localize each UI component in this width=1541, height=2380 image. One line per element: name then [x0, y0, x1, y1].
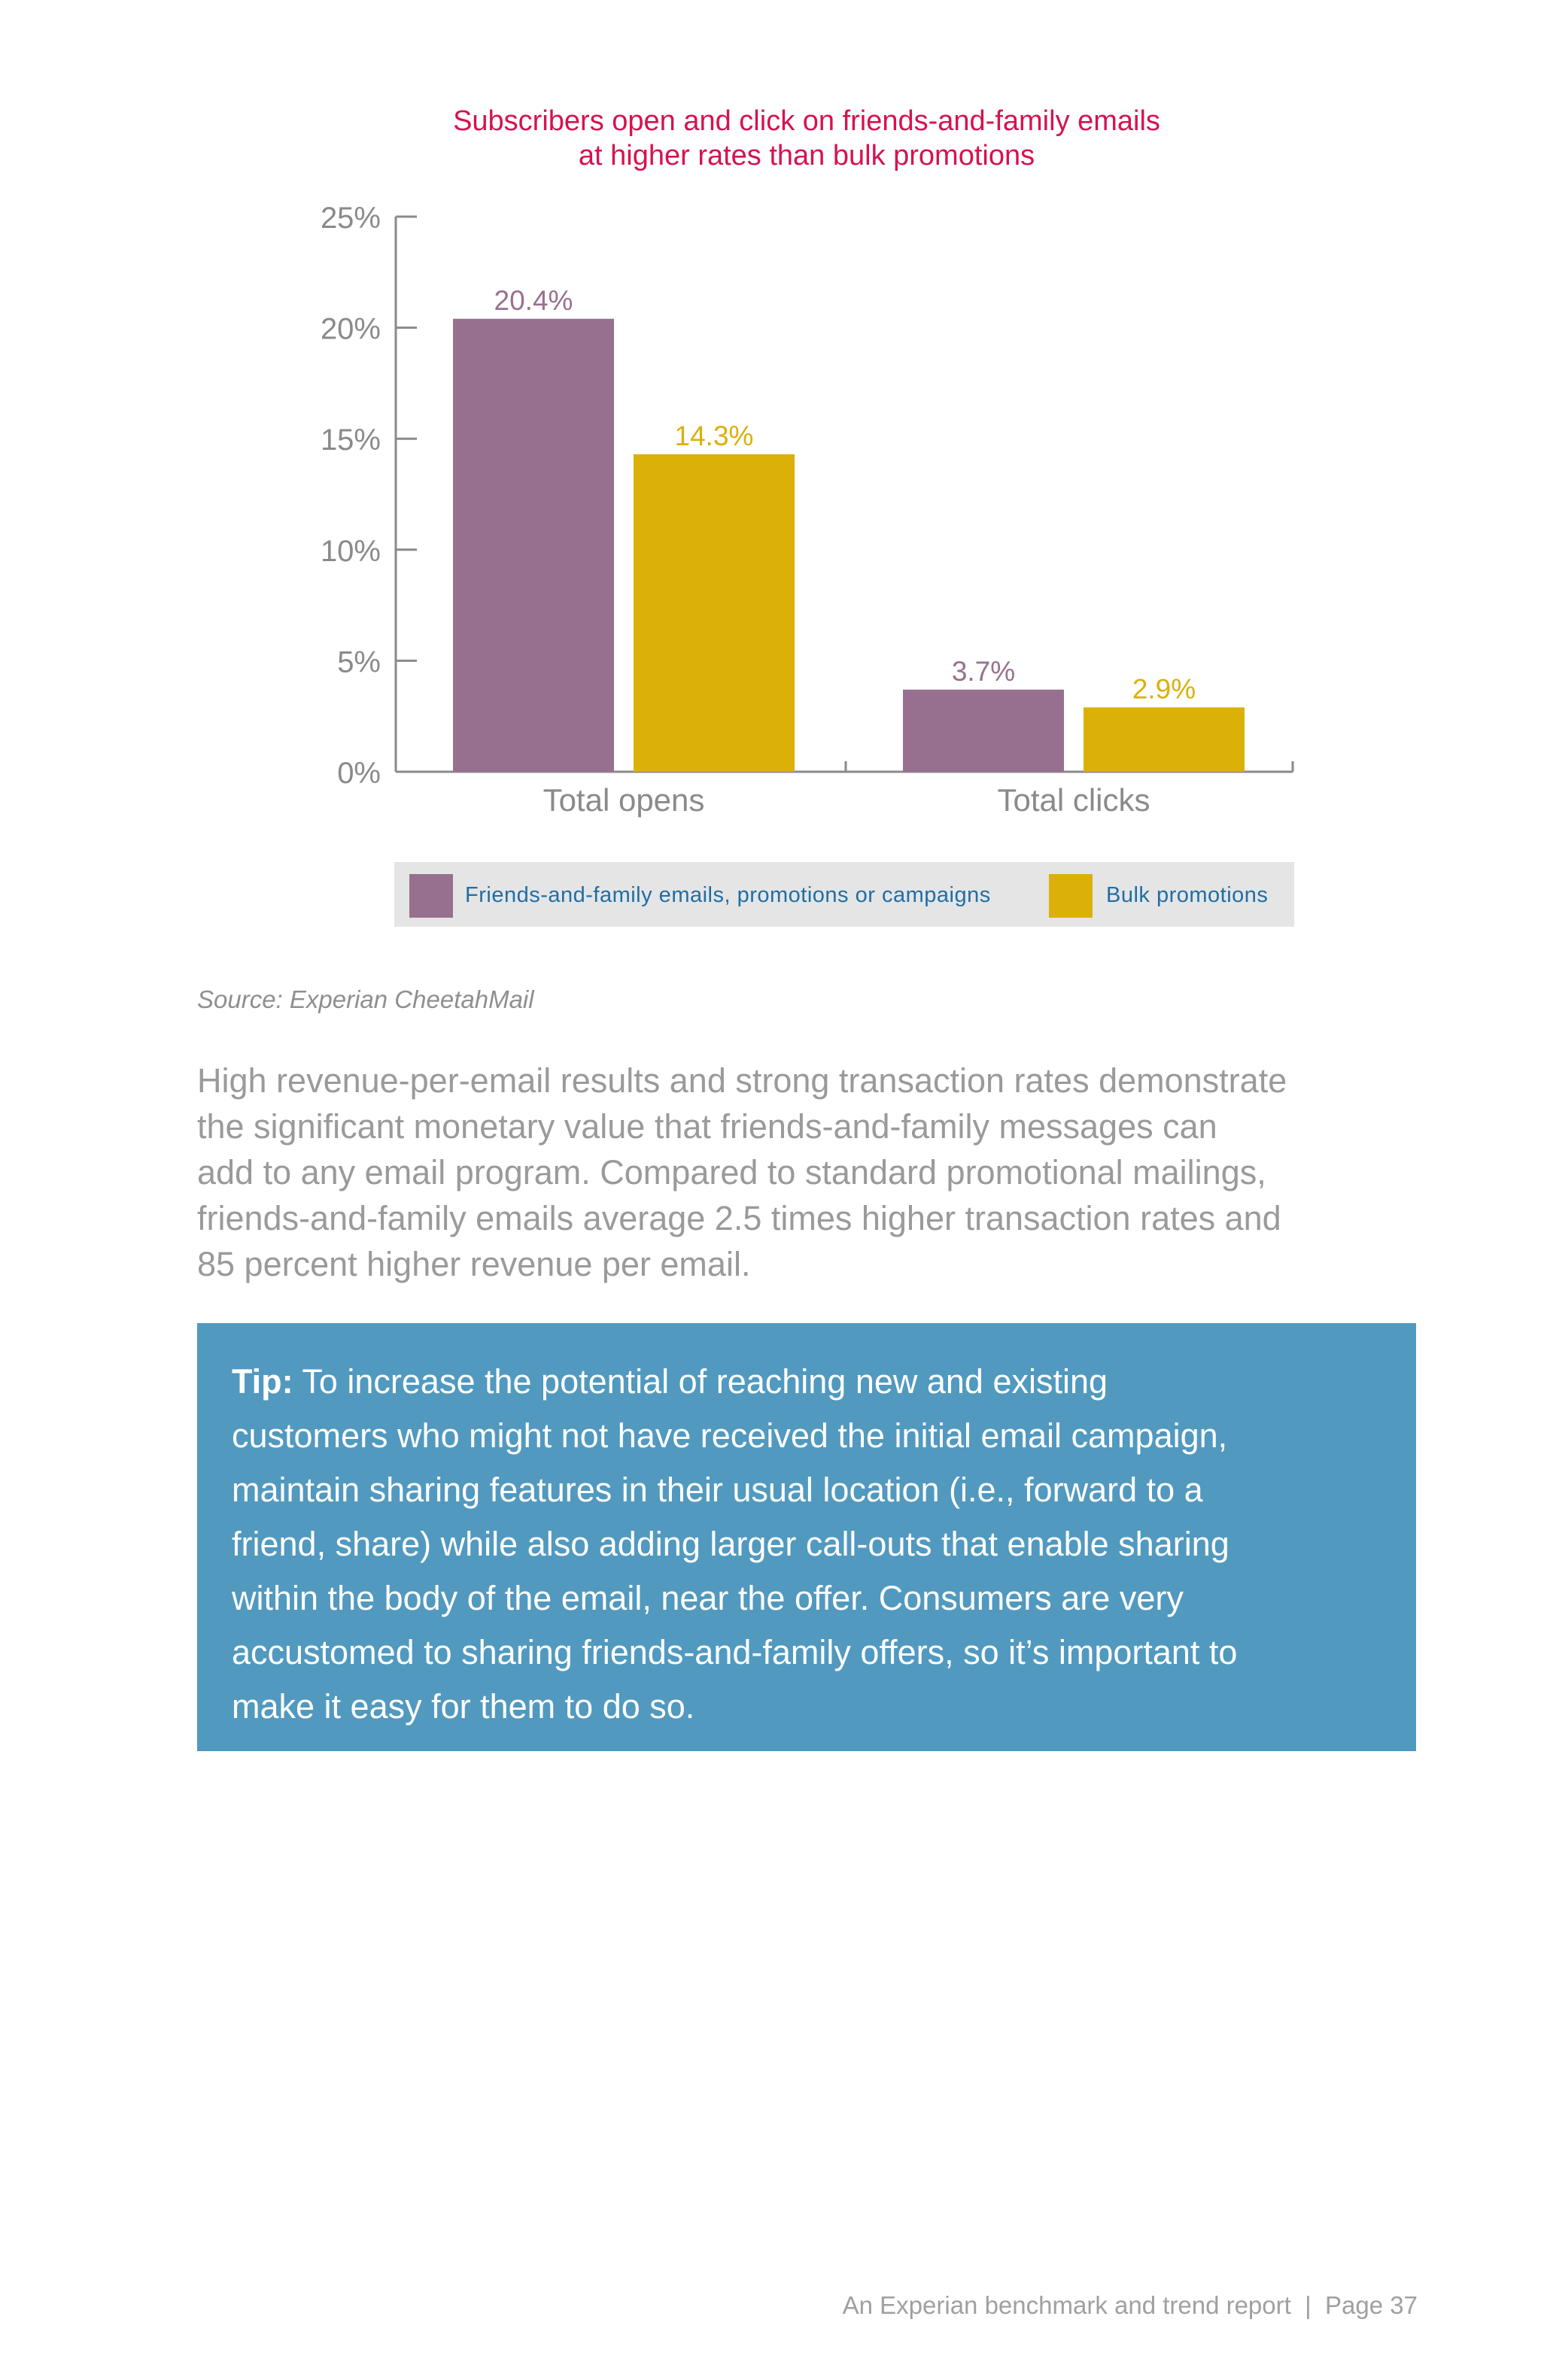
data-label: 3.7% [951, 655, 1016, 687]
y-tick-label: 5% [337, 645, 381, 679]
body-line: the significant monetary value that friends-and-family messages can [197, 1107, 1217, 1146]
x-tick-label: Total opens [543, 782, 705, 818]
bar-chart [0, 0, 1541, 842]
chart-title-line-1: Subscribers open and click on friends-and-family emails [453, 105, 1160, 137]
tip-line: make it easy for them to do so. [232, 1687, 695, 1726]
tip-box [197, 1323, 1416, 1751]
body-paragraph [197, 1058, 1416, 1287]
bar [903, 690, 1064, 772]
body-line: 85 percent higher revenue per email. [197, 1245, 751, 1283]
tip-text: To increase the potential of reaching new and existing [302, 1362, 1108, 1401]
legend-swatch-bulk [1049, 874, 1093, 918]
tip-line: friend, share) while also adding larger call-outs that enable sharing [232, 1525, 1229, 1563]
data-label: 20.4% [494, 284, 573, 316]
y-tick-label: 20% [320, 312, 381, 346]
body-line: High revenue-per-email results and strong transaction rates demonstrate [197, 1061, 1287, 1100]
data-label: 14.3% [674, 420, 754, 451]
bar [453, 319, 614, 772]
chart-legend [394, 862, 1294, 927]
bar [1084, 707, 1245, 772]
tip-line: maintain sharing features in their usual location (i.e., forward to a [232, 1471, 1203, 1509]
source-note: Source: Experian CheetahMail [197, 985, 534, 1013]
tip-line: accustomed to sharing friends-and-family offers, so it’s important to [232, 1633, 1238, 1671]
y-tick-label: 0% [337, 757, 381, 790]
legend-label-bulk: Bulk promotions [1106, 883, 1269, 907]
tip-line: within the body of the email, near the offer. Consumers are very [232, 1579, 1184, 1617]
x-tick-label: Total clicks [997, 782, 1150, 818]
y-tick-label: 15% [320, 423, 381, 457]
y-tick-label: 25% [320, 202, 381, 235]
tip-label: Tip: [232, 1362, 293, 1401]
legend-swatch-friends-family [409, 874, 453, 918]
data-label: 2.9% [1132, 673, 1196, 705]
chart-title-line-2: at higher rates than bulk promotions [578, 140, 1035, 172]
legend-label-friends-family: Friends-and-family emails, promotions or campaigns [465, 883, 991, 907]
body-line: friends-and-family emails average 2.5 times higher transaction rates and [197, 1199, 1281, 1237]
page-footer: An Experian benchmark and trend report | Page 37 [842, 2291, 1418, 2319]
body-line: add to any email program. Compared to standard promotional mailings, [197, 1153, 1266, 1192]
tip-line [232, 1355, 1381, 1409]
bar [634, 454, 795, 772]
tip-line: customers who might not have received the initial email campaign, [232, 1416, 1228, 1455]
y-tick-label: 10% [320, 534, 381, 568]
